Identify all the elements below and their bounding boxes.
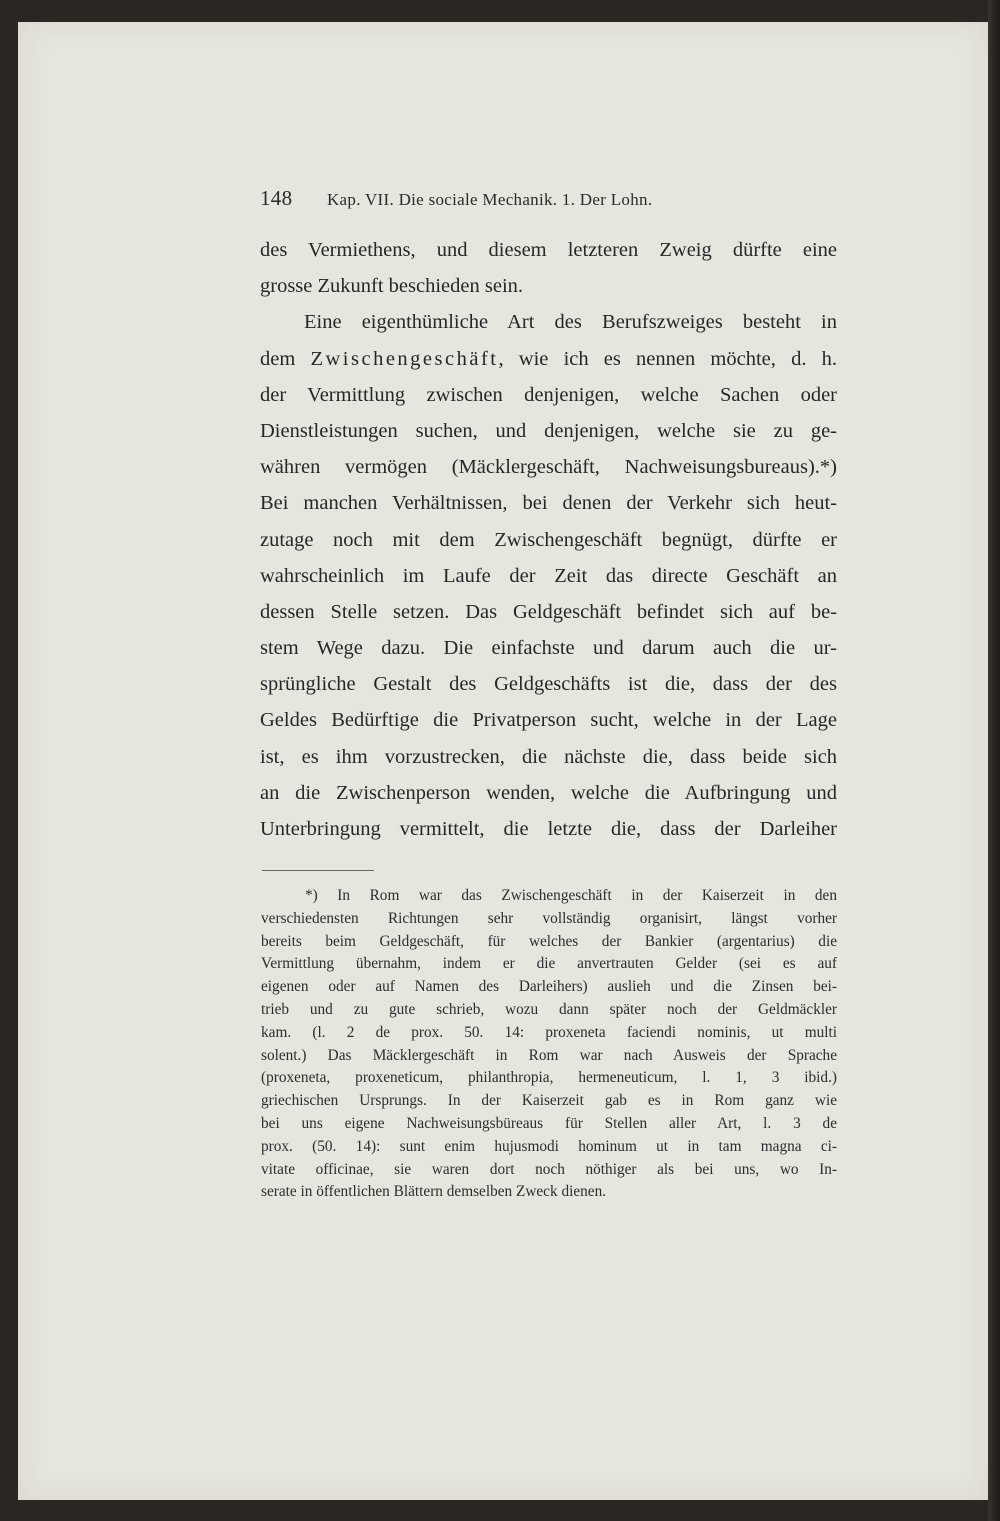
text-line: Geldes Bedürftige die Privatperson sucht, welche in der Lage [260, 709, 837, 732]
spaced-term: Zwischengeschäft [310, 347, 499, 370]
text-fragment: , wie ich es nennen möchte, d. h. [498, 347, 837, 370]
text-line: ist, es ihm vorzustrecken, die nächste die, dass beide sich [260, 745, 837, 768]
running-title: Kap. VII. Die sociale Mechanik. 1. Der Lohn. [326, 190, 653, 209]
text-line: wahrscheinlich im Laufe der Zeit das directe Geschäft an [260, 564, 837, 587]
footnote-line: griechischen Ursprungs. In der Kaiserzeit gab es in Rom ganz wie [261, 1092, 837, 1110]
footnote-line: kam. (l. 2 de prox. 50. 14: proxeneta faciendi nominis, ut multi [261, 1023, 837, 1041]
running-header [260, 186, 840, 211]
text-line-spaced [260, 341, 837, 377]
text-line: des Vermiethens, und diesem letzteren Zweig dürfte eine [260, 239, 837, 261]
text-line: der Vermittlung zwischen denjenigen, welche Sachen oder [260, 383, 837, 406]
text-line: sprüngliche Gestalt des Geldgeschäfts ist die, dass der des [260, 673, 837, 696]
footnote-line: bei uns eigene Nachweisungsbüreaus für Stellen aller Art, l. 3 de [261, 1114, 837, 1132]
main-text [260, 232, 837, 847]
footnote-line: (proxeneta, proxeneticum, philanthropia, hermeneuticum, l. 1, 3 ibid.) [261, 1069, 837, 1087]
page-number: 148 [260, 186, 293, 210]
scan-edge [988, 0, 1000, 1521]
text-fragment: dem [260, 347, 311, 370]
footnote-line: bereits beim Geldgeschäft, für welches der Bankier (argentarius) die [261, 932, 837, 950]
text-line: währen vermögen (Mäcklergeschäft, Nachweisungsbureaus).*) [260, 456, 837, 479]
footnote-line: solent.) Das Mäcklergeschäft in Rom war nach Ausweis der Sprache [261, 1046, 837, 1064]
text-line: grosse Zukunft beschieden sein. [260, 275, 524, 298]
text-line: Unterbringung vermittelt, die letzte die, dass der Darleiher [260, 818, 837, 840]
text-line: Eine eigenthümliche Art des Berufszweiges besteht in [304, 311, 837, 334]
footnote-line: *) In Rom war das Zwischengeschäft in der Kaiserzeit in den [305, 887, 837, 904]
footnote-line: Vermittlung übernahm, indem er die anvertrauten Gelder (sei es auf [261, 955, 837, 973]
footnote-rule [262, 870, 374, 871]
text-line: stem Wege dazu. Die einfachste und darum auch die ur- [260, 637, 837, 660]
text-line: Dienstleistungen suchen, und denjenigen, welche sie zu ge- [260, 419, 837, 442]
footnote [261, 885, 837, 1204]
footnote-line: prox. (50. 14): sunt enim hujusmodi hominum ut in tam magna ci- [261, 1137, 837, 1155]
footnote-line: trieb und zu gute schrieb, wozu dann später noch der Geldmäckler [261, 1000, 837, 1018]
footnote-line: vitate officinae, sie waren dort noch nöthiger als bei uns, wo In- [261, 1160, 837, 1178]
text-line: dessen Stelle setzen. Das Geldgeschäft befindet sich auf be- [260, 600, 837, 623]
footnote-line: eigenen oder auf Namen des Darleihers) auslieh und die Zinsen bei- [261, 978, 837, 996]
footnote-line: serate in öffentlichen Blättern demselben Zweck dienen. [261, 1183, 607, 1201]
text-line: zutage noch mit dem Zwischengeschäft begnügt, dürfte er [260, 528, 837, 551]
text-line: Bei manchen Verhältnissen, bei denen der Verkehr sich heut- [260, 492, 837, 515]
footnote-line: verschiedensten Richtungen sehr vollständig organisirt, längst vorher [261, 909, 837, 927]
text-line: an die Zwischenperson wenden, welche die Aufbringung und [260, 781, 837, 804]
